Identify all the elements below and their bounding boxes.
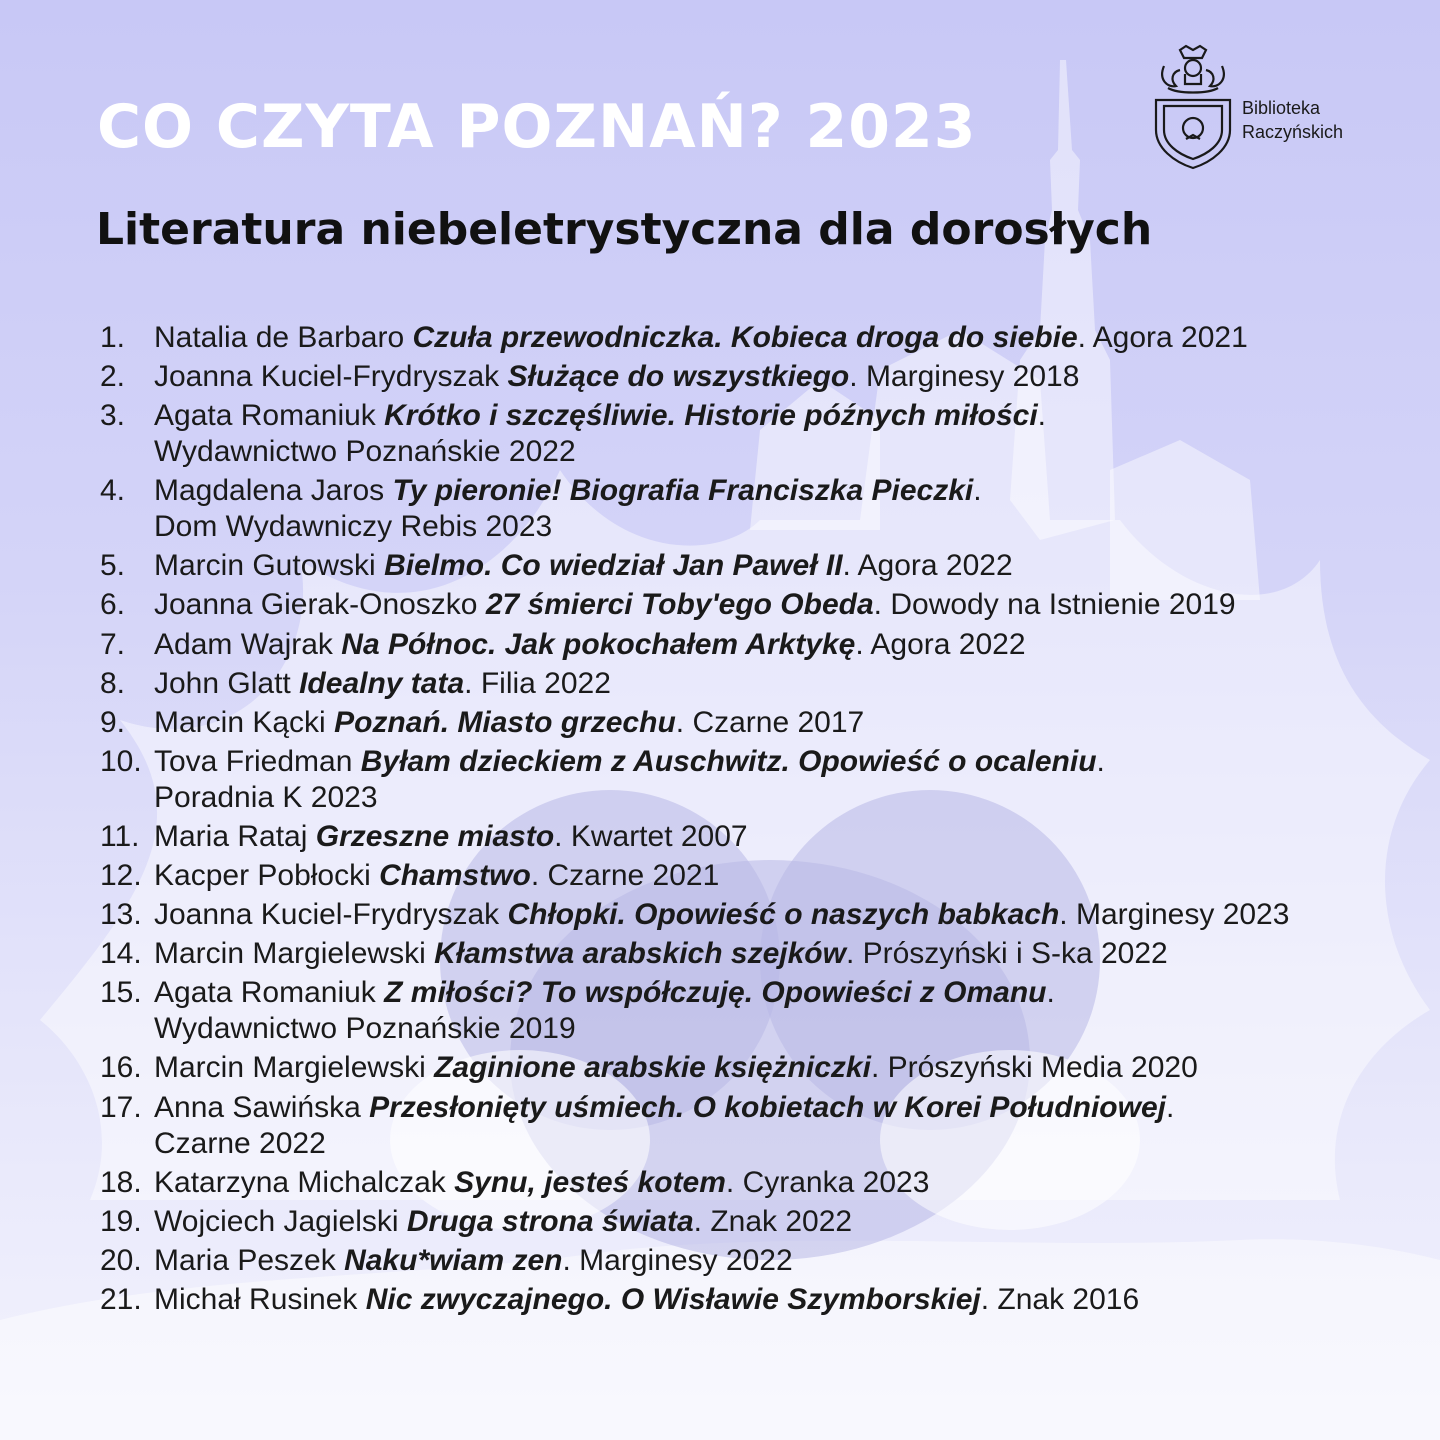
book-item: 7. Adam Wajrak Na Północ. Jak pokochałem Arktykę. Agora 2022 [100,627,1026,661]
book-title: Z miłości? To współczuję. Opowieści z Omanu [384,976,1047,1010]
book-title: 27 śmierci Toby'ego Obeda [485,588,874,622]
library-logo[interactable] [1150,44,1380,174]
book-author: Marcin Margielewski [154,1051,426,1085]
book-item: 2. Joanna Kuciel-Frydryszak Służące do wszystkiego. Marginesy 2018 [100,360,1080,394]
book-publisher: Wydawnictwo Poznańskie 2022 [154,435,576,469]
book-item: 9. Marcin Kącki Poznań. Miasto grzechu. Czarne 2017 [100,705,865,739]
library-name-line1: Biblioteka [1242,98,1321,118]
book-author: Marcin Margielewski [154,937,426,971]
book-author: Wojciech Jagielski [154,1204,399,1238]
book-item: 12. Kacper Pobłocki Chamstwo. Czarne 2021 [100,859,720,893]
section-subtitle: Literatura niebeletrystyczna dla dorosłych [96,204,1153,255]
book-publisher: Prószyński i S-ka 2022 [862,937,1168,971]
book-number: 4. [100,474,126,508]
book-author: John Glatt [154,666,291,700]
book-author: Maria Rataj [154,819,308,853]
book-author: Agata Romaniuk [154,976,376,1010]
book-number: 11. [100,819,140,853]
book-number: 12. [100,859,142,893]
book-number: 8. [100,666,126,700]
book-author: Marcin Kącki [154,705,326,739]
library-name-line2: Raczyńskich [1242,122,1344,142]
book-title: Na Północ. Jak pokochałem Arktykę [341,627,856,661]
book-title: Chłopki. Opowieść o naszych babkach [507,898,1060,932]
book-title: Krótko i szczęśliwie. Historie późnych miłości [384,399,1038,433]
book-number: 20. [100,1243,142,1277]
book-item: 19. Wojciech Jagielski Druga strona świata. Znak 2022 [100,1204,853,1238]
book-number: 17. [100,1090,142,1124]
book-author: Natalia de Barbaro [154,321,405,354]
book-publisher: Prószyński Media 2020 [887,1051,1198,1085]
book-author: Maria Peszek [154,1243,336,1277]
book-item: 16. Marcin Margielewski Zaginione arabskie księżniczki. Prószyński Media 2020 [100,1051,1198,1085]
book-title: Czuła przewodniczka. Kobieca droga do siebie [412,321,1078,354]
book-author: Joanna Kuciel-Frydryszak [154,360,500,394]
book-publisher: Czarne 2021 [547,859,720,893]
book-title: Zaginione arabskie księżniczki [434,1051,871,1085]
book-author: Marcin Gutowski [154,549,376,583]
book-title: Przesłonięty uśmiech. O kobietach w Korei Południowej [369,1090,1166,1124]
book-number: 1. [100,321,126,354]
book-publisher: Poradnia K 2023 [154,780,378,814]
book-title: Służące do wszystkiego [507,360,850,394]
book-list [100,320,1400,1321]
book-number: 7. [100,627,126,661]
book-number: 10. [100,744,142,778]
book-number: 18. [100,1165,142,1199]
book-author: Tova Friedman [154,744,353,778]
book-number: 15. [100,976,142,1010]
book-item: 14. Marcin Margielewski Kłamstwa arabskich szejków. Prószyński i S-ka 2022 [100,937,1168,971]
book-item: 1. Natalia de Barbaro Czuła przewodniczka. Kobieca droga do siebie. Agora 2021 [100,321,1248,354]
book-publisher: Znak 2022 [710,1204,853,1238]
book-publisher: Agora 2021 [1092,321,1248,354]
book-title: Synu, jesteś kotem [454,1165,726,1199]
book-item: 15. Agata Romaniuk Z miłości? To współczuję. Opowieści z Omanu. Wydawnictwo Poznańskie 2019 [100,975,1400,1047]
book-title: Druga strona świata [406,1204,694,1238]
book-author: Joanna Kuciel-Frydryszak [154,898,500,932]
book-number: 16. [100,1051,142,1085]
book-publisher: Marginesy 2018 [865,360,1080,394]
book-title: Nic zwyczajnego. O Wisławie Szymborskiej [365,1282,981,1316]
book-item: 13. Joanna Kuciel-Frydryszak Chłopki. Opowieść o naszych babkach. Marginesy 2023 [100,898,1290,932]
book-publisher: Znak 2016 [997,1282,1140,1316]
book-number: 9. [100,705,126,739]
book-publisher: Agora 2022 [870,627,1026,661]
book-title: Chamstwo [379,859,531,893]
book-item: 11. Maria Rataj Grzeszne miasto. Kwartet 2007 [100,819,748,853]
book-publisher: Cyranka 2023 [742,1165,930,1199]
book-title: Bielmo. Co wiedział Jan Paweł II [384,549,843,583]
book-publisher: Czarne 2017 [692,705,865,739]
book-item: 5. Marcin Gutowski Bielmo. Co wiedział Jan Paweł II. Agora 2022 [100,549,1013,583]
book-number: 2. [100,360,126,394]
book-title: Ty pieronie! Biografia Franciszka Pieczki [392,474,974,508]
book-author: Michał Rusinek [154,1282,358,1316]
book-author: Kacper Pobłocki [154,859,371,893]
book-publisher: Filia 2022 [480,666,611,700]
book-publisher: Marginesy 2022 [579,1243,793,1277]
book-item: 17. Anna Sawińska Przesłonięty uśmiech. O kobietach w Korei Południowej. Czarne 2022 [100,1090,1400,1162]
book-title: Byłam dzieckiem z Auschwitz. Opowieść o ocaleniu [360,744,1097,778]
book-publisher: Dom Wydawniczy Rebis 2023 [154,510,553,544]
library-name [1242,96,1343,144]
book-item: 3. Agata Romaniuk Krótko i szczęśliwie. Historie późnych miłości. Wydawnictwo Poznańskie 2022 [100,398,1400,470]
book-author: Joanna Gierak-Onoszko [154,588,478,622]
book-number: 13. [100,898,142,932]
book-author: Adam Wajrak [154,627,333,661]
book-number: 19. [100,1204,142,1238]
book-item: 18. Katarzyna Michalczak Synu, jesteś kotem. Cyranka 2023 [100,1165,930,1199]
book-item: 20. Maria Peszek Naku*wiam zen. Marginesy 2022 [100,1243,793,1277]
book-item: 8. John Glatt Idealny tata. Filia 2022 [100,666,611,700]
book-item: 6. Joanna Gierak-Onoszko 27 śmierci Toby'ego Obeda. Dowody na Istnienie 2019 [100,588,1236,622]
book-title: Grzeszne miasto [315,819,555,853]
book-number: 14. [100,937,142,971]
book-item: 4. Magdalena Jaros Ty pieronie! Biografia Franciszka Pieczki. Dom Wydawniczy Rebis 2023 [100,473,1400,545]
page-title: CO CZYTA POZNAŃ? 2023 [97,92,977,162]
book-publisher: Kwartet 2007 [570,819,748,853]
book-publisher: Dowody na Istnienie 2019 [890,588,1236,622]
book-publisher: Wydawnictwo Poznańskie 2019 [154,1012,576,1046]
book-item: 10. Tova Friedman Byłam dzieckiem z Auschwitz. Opowieść o ocaleniu. Poradnia K 2023 [100,744,1400,816]
book-publisher: Czarne 2022 [154,1126,326,1160]
book-author: Katarzyna Michalczak [154,1165,446,1199]
book-number: 3. [100,399,126,433]
book-number: 6. [100,588,126,622]
book-publisher: Marginesy 2023 [1075,898,1290,932]
book-number: 5. [100,549,126,583]
book-publisher: Agora 2022 [857,549,1013,583]
book-title: Idealny tata [299,666,465,700]
book-number: 21. [100,1282,142,1316]
book-author: Agata Romaniuk [154,399,376,433]
book-title: Kłamstwa arabskich szejków [434,937,846,971]
book-title: Poznań. Miasto grzechu [334,705,676,739]
book-author: Anna Sawińska [154,1090,361,1124]
book-author: Magdalena Jaros [154,474,385,508]
library-crest-icon [1150,44,1236,174]
book-item: 21. Michał Rusinek Nic zwyczajnego. O Wisławie Szymborskiej. Znak 2016 [100,1282,1140,1316]
book-title: Naku*wiam zen [344,1243,563,1277]
